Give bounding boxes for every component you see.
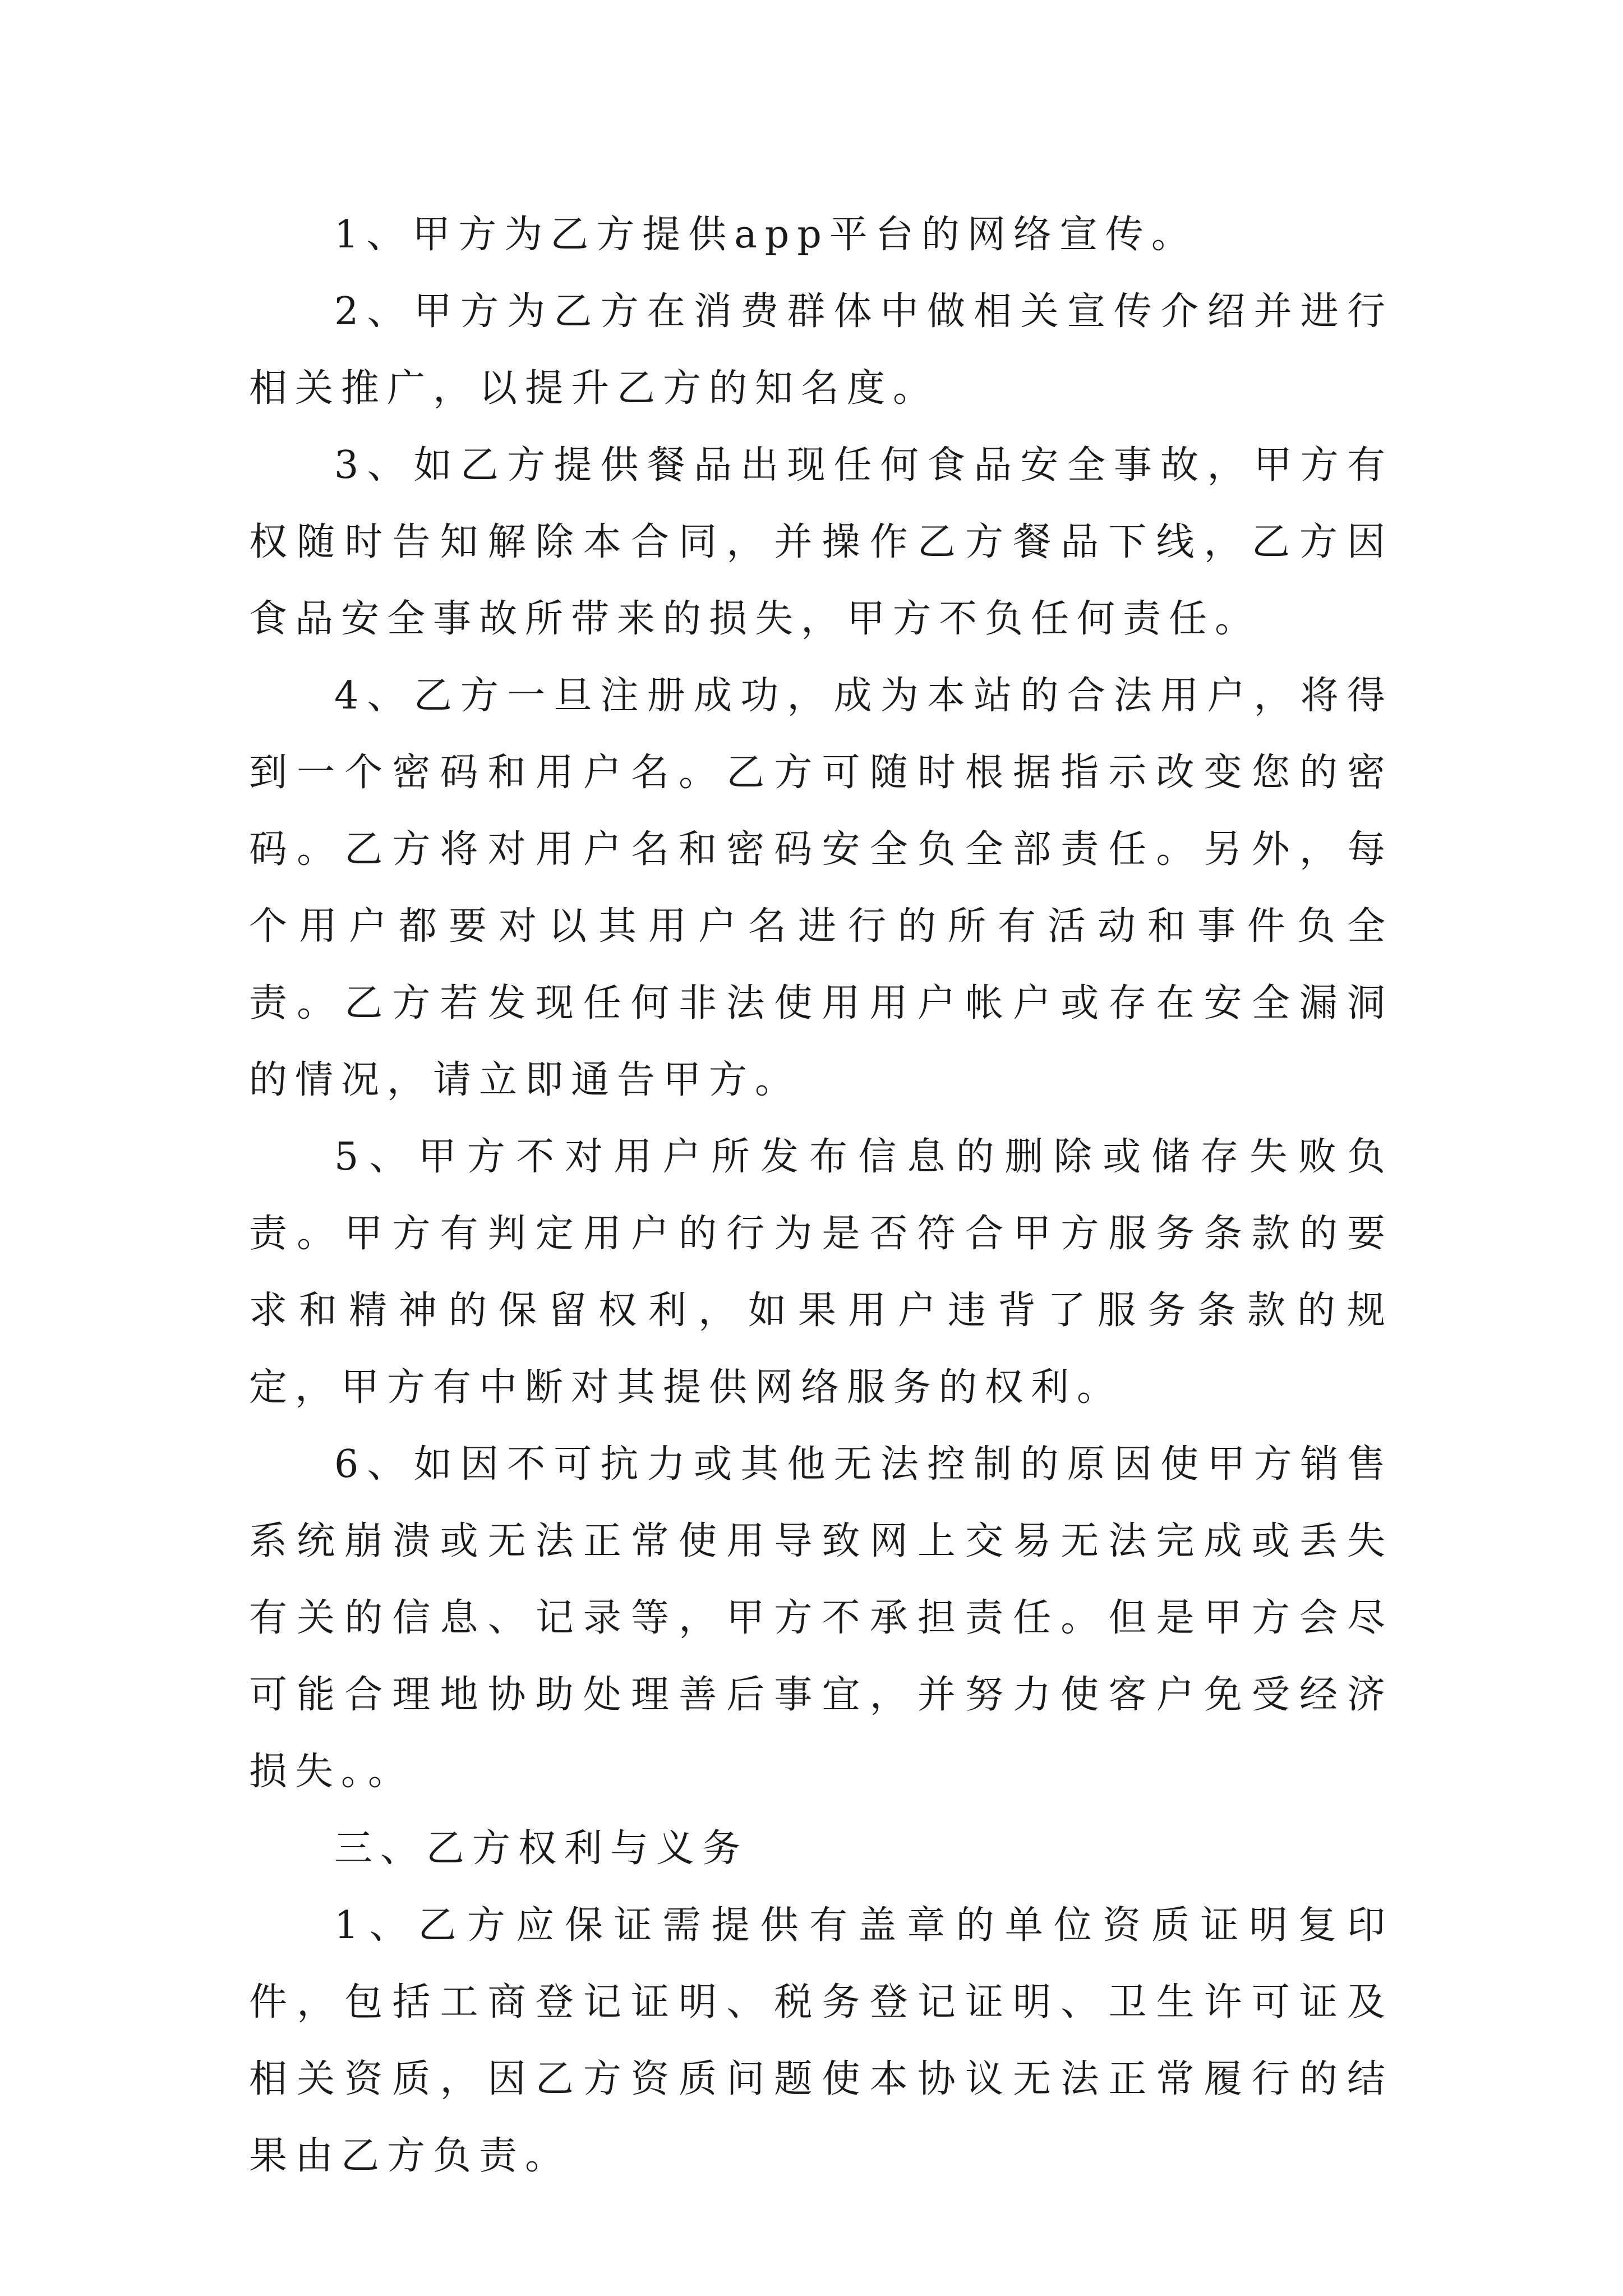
- section-clause-1: 1、乙方应保证需提供有盖章的单位资质证明复印件，包括工商登记证明、税务登记证明、卫生许可证及相关资质，因乙方资质问题使本协议无法正常履行的结果由乙方负责。: [249, 1903, 1393, 2178]
- document-body: [249, 196, 1393, 2194]
- section-heading: 三、乙方权利与义务: [334, 1826, 749, 1871]
- clause-6: 6、如因不可抗力或其他无法控制的原因使甲方销售系统崩溃或无法正常使用导致网上交易无法完成或丢失有关的信息、记录等，甲方不承担责任。但是甲方会尽可能合理地协助处理善后事宜，并努力使客户免受经济损失。。: [249, 1442, 1393, 1794]
- clause-5: 5、甲方不对用户所发布信息的删除或储存失败负责。甲方有判定用户的行为是否符合甲方服务条款的要求和精神的保留权利，如果用户违背了服务条款的规定，甲方有中断对其提供网络服务的权利。: [249, 1135, 1393, 1410]
- clause-2: 2、甲方为乙方在消费群体中做相关宣传介绍并进行相关推广，以提升乙方的知名度。: [249, 289, 1393, 411]
- clause-1: 1、甲方为乙方提供app平台的网络宣传。: [334, 213, 1197, 257]
- clause-4: 4、乙方一旦注册成功，成为本站的合法用户，将得到一个密码和用户名。乙方可随时根据指示改变您的密码。乙方将对用户名和密码安全负全部责任。另外，每个用户都要对以其用户名进行的所有活动和事件负全责。乙方若发现任何非法使用用户帐户或存在安全漏洞的情况，请立即通告甲方。: [249, 674, 1393, 1102]
- clause-3: 3、如乙方提供餐品出现任何食品安全事故，甲方有权随时告知解除本合同，并操作乙方餐品下线，乙方因食品安全事故所带来的损失，甲方不负任何责任。: [249, 443, 1393, 641]
